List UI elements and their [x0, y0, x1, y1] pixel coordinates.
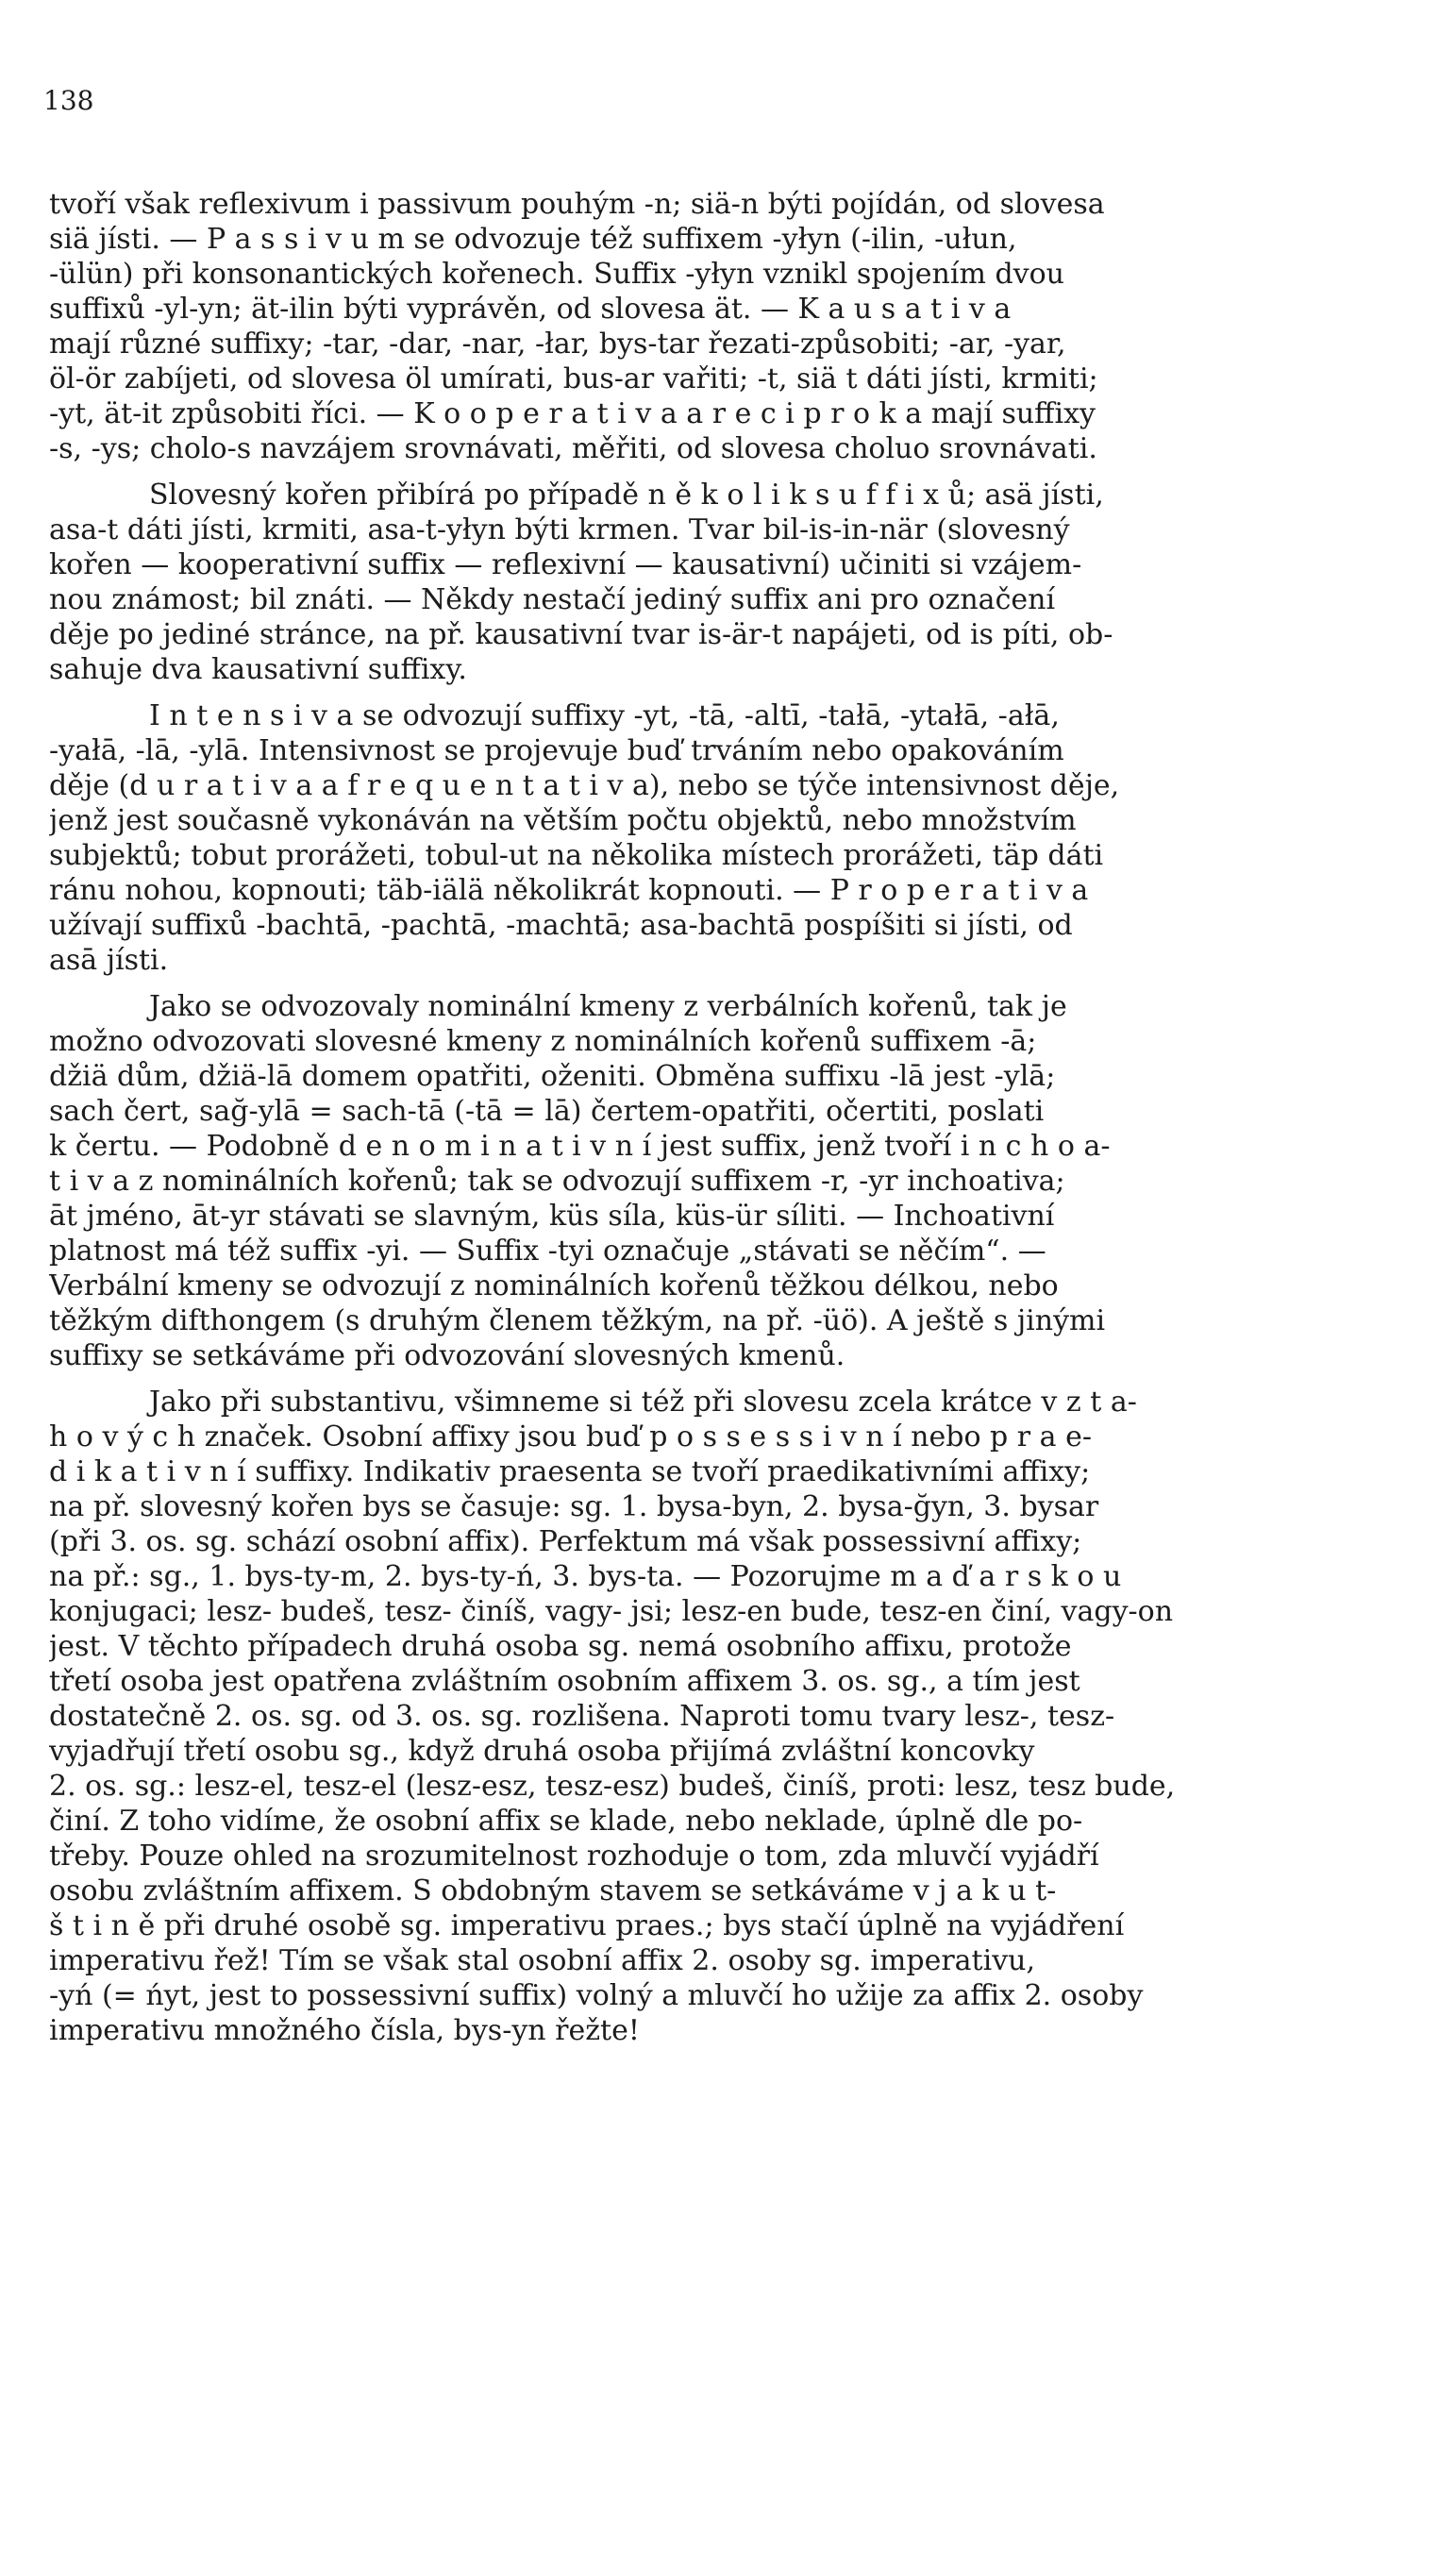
text-line: kořen — kooperativní suffix — reflexivní — kausativní) učiniti si vzájem- [49, 548, 1082, 581]
text-line: nou známost; bil znáti. — Někdy nestačí jediný suffix ani pro označení [49, 583, 1056, 616]
text-line: -yałā, -lā, -ylā. Intensivnost se projevuje buď trváním nebo opakováním [49, 734, 1064, 767]
text-body [49, 187, 1406, 2059]
text-line: asā jísti. [49, 944, 169, 977]
text-line: sach čert, sağ-ylā = sach-tā (-tā = lā) čertem-opatřiti, očertiti, poslati [49, 1095, 1045, 1128]
text-line: -yt, ät-it způsobiti říci. — K o o p e r a t i v a a r e c i p r o k a mají suffixy [49, 397, 1096, 430]
text-line: na př. slovesný kořen bys se časuje: sg. 1. bysa-byn, 2. bysa-ğyn, 3. bysar [49, 1490, 1099, 1523]
text-line: š t i n ě při druhé osobě sg. imperativu praes.; bys stačí úplně na vyjádření [49, 1909, 1125, 1942]
text-line: suffixy se setkáváme při odvozování slovesných kmenů. [49, 1339, 845, 1372]
text-line: öl-ör zabíjeti, od slovesa öl umírati, bus-ar vařiti; -t, siä t dáti jísti, krmiti; [49, 362, 1098, 395]
text-line: vyjadřují třetí osobu sg., když druhá osoba přijímá zvláštní koncovky [49, 1735, 1035, 1768]
text-line: imperativu množného čísla, bys-yn řežte! [49, 2014, 640, 2047]
text-line: na př.: sg., 1. bys-ty-m, 2. bys-ty-ń, 3. bys-ta. — Pozorujme m a ď a r s k o u [49, 1560, 1122, 1593]
text-line: možno odvozovati slovesné kmeny z nominálních kořenů suffixem -ā; [49, 1025, 1037, 1058]
text-line: děje (d u r a t i v a a f r e q u e n t a t i v a), nebo se týče intensivnost děje, [49, 769, 1120, 802]
text-line: I n t e n s i v a se odvozují suffixy -yt, -tā, -altī, -tałā, -ytałā, -ałā, [149, 699, 1060, 732]
text-line: imperativu řež! Tím se však stal osobní affix 2. osoby sg. imperativu, [49, 1944, 1036, 1977]
text-line: tvoří však reflexivum i passivum pouhým -n; siä-n býti pojídán, od slovesa [49, 188, 1105, 221]
text-line: jenž jest současně vykonáván na větším počtu objektů, nebo množstvím [49, 804, 1077, 837]
text-line: jest. V těchto případech druhá osoba sg. nemá osobního affixu, protože [49, 1630, 1072, 1663]
paragraph [49, 698, 1406, 978]
text-line: dostatečně 2. os. sg. od 3. os. sg. rozlišena. Naproti tomu tvary lesz-, tesz- [49, 1700, 1115, 1733]
text-line: -yń (= ńyt, jest to possessivní suffix) volný a mluvčí ho užije za affix 2. osoby [49, 1979, 1144, 2012]
text-line: 2. os. sg.: lesz-el, tesz-el (lesz-esz, tesz-esz) budeš, činíš, proti: lesz, tesz bude, [49, 1770, 1176, 1803]
page-number: 138 [43, 85, 94, 116]
paragraph [49, 478, 1406, 687]
text-line: třeby. Pouze ohled na srozumitelnost rozhoduje o tom, zda mluvčí vyjádří [49, 1840, 1099, 1873]
text-line: h o v ý c h značek. Osobní affixy jsou buď p o s s e s s i v n í nebo p r a e- [49, 1420, 1092, 1453]
text-line: siä jísti. — P a s s i v u m se odvozuje též suffixem -yłyn (-ilin, -ułun, [49, 223, 1017, 256]
text-line: Slovesný kořen přibírá po případě n ě k o l i k s u f f i x ů; asä jísti, [149, 479, 1104, 512]
text-line: platnost má též suffix -yi. — Suffix -tyi označuje „stávati se něčím“. — [49, 1235, 1046, 1268]
text-line: třetí osoba jest opatřena zvláštním osobním affixem 3. os. sg., a tím jest [49, 1665, 1080, 1698]
text-line: k čertu. — Podobně d e n o m i n a t i v n í jest suffix, jenž tvoří i n c h o a- [49, 1130, 1111, 1163]
text-line: -s, -ys; cholo-s navzájem srovnávati, měřiti, od slovesa choluo srovnávati. [49, 432, 1097, 465]
text-line: činí. Z toho vidíme, že osobní affix se klade, nebo neklade, úplně dle po- [49, 1805, 1083, 1838]
text-line: subjektů; tobut prorážeti, tobul-ut na několika místech prorážeti, täp dáti [49, 839, 1104, 872]
paragraph [49, 187, 1406, 466]
text-line: užívají suffixů -bachtā, -pachtā, -machtā; asa-bachtā pospíšiti si jísti, od [49, 909, 1073, 942]
text-line: Verbální kmeny se odvozují z nominálních kořenů těžkou délkou, nebo [49, 1269, 1059, 1302]
text-line: suffixů -yl-yn; ät-ilin býti vyprávěn, od slovesa ät. — K a u s a t i v a [49, 293, 1012, 326]
text-line: děje po jediné stránce, na př. kausativní tvar is-är-t napájeti, od is píti, ob- [49, 618, 1113, 651]
text-line: těžkým difthongem (s druhým členem těžkým, na př. -üö). A ještě s jinými [49, 1304, 1106, 1337]
text-line: ránu nohou, kopnouti; täb-iälä několikrát kopnouti. — P r o p e r a t i v a [49, 874, 1089, 907]
text-line: -ülün) při konsonantických kořenech. Suffix -yłyn vznikl spojením dvou [49, 258, 1064, 291]
text-line: džiä dům, džiä-lā domem opatřiti, oženiti. Obměna suffixu -lā jest -ylā; [49, 1060, 1056, 1093]
text-line: Jako se odvozovaly nominální kmeny z verbálních kořenů, tak je [149, 990, 1067, 1023]
text-line: konjugaci; lesz- budeš, tesz- činíš, vagy- jsi; lesz-en bude, tesz-en činí, vagy-on [49, 1595, 1174, 1628]
text-line: āt jméno, āt-yr stávati se slavným, küs síla, küs-ür síliti. — Inchoativní [49, 1200, 1055, 1233]
text-line: asa-t dáti jísti, krmiti, asa-t-yłyn býti krmen. Tvar bil-is-in-när (slovesný [49, 513, 1070, 546]
paragraph [49, 1385, 1406, 2048]
text-line: mají různé suffixy; -tar, -dar, -nar, -łar, bys-tar řezati-způsobiti; -ar, -yar, [49, 328, 1066, 361]
text-line: sahuje dva kausativní suffixy. [49, 653, 467, 686]
text-line: osobu zvláštním affixem. S obdobným stavem se setkáváme v j a k u t- [49, 1874, 1057, 1907]
text-line: d i k a t i v n í suffixy. Indikativ praesenta se tvoří praedikativními affixy; [49, 1455, 1091, 1488]
text-line: (při 3. os. sg. schází osobní affix). Perfektum má však possessivní affixy; [49, 1525, 1082, 1558]
text-line: Jako při substantivu, všimneme si též při slovesu zcela krátce v z t a- [149, 1386, 1137, 1419]
text-line: t i v a z nominálních kořenů; tak se odvozují suffixem -r, -yr inchoativa; [49, 1165, 1065, 1198]
paragraph [49, 989, 1406, 1373]
